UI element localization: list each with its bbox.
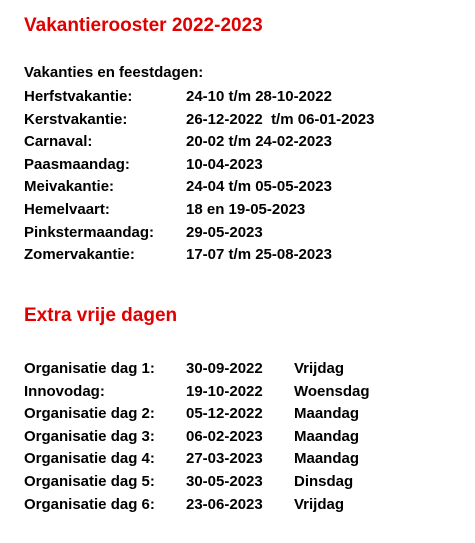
- extra-day-weekday: Maandag: [294, 427, 360, 445]
- vacation-dates: 20-02 t/m 24-02-2023: [186, 133, 332, 151]
- extra-day-date: 23-06-2023: [186, 495, 263, 513]
- vacation-label: Pinkstermaandag:: [24, 223, 155, 241]
- extra-day-date: 05-12-2022: [186, 405, 263, 423]
- extra-day-label: Organisatie dag 3:: [24, 427, 155, 445]
- vacation-dates: 24-10 t/m 28-10-2022: [186, 88, 332, 105]
- extra-day-weekday: Vrijdag: [294, 360, 345, 377]
- extra-days-heading: Extra vrije dagen: [24, 305, 178, 326]
- vacations-heading: Vakanties en feestdagen:: [24, 64, 204, 81]
- extra-day-date: 06-02-2023: [186, 427, 263, 445]
- page-title: Vakantierooster 2022-2023: [24, 15, 263, 36]
- extra-day-date: 19-10-2022: [186, 382, 263, 400]
- vacation-dates: 29-05-2023: [186, 223, 263, 241]
- extra-day-label: Organisatie dag 5:: [24, 472, 155, 490]
- vacation-label: Herfstvakantie:: [24, 88, 133, 105]
- vacation-dates: 26-12-2022 t/m 06-01-2023: [186, 110, 375, 128]
- vacation-label: Zomervakantie:: [24, 246, 135, 264]
- vacation-label: Kerstvakantie:: [24, 110, 128, 128]
- extra-day-date: 30-05-2023: [186, 472, 263, 490]
- vacation-dates: 17-07 t/m 25-08-2023: [186, 246, 332, 264]
- extra-day-weekday: Maandag: [294, 450, 360, 468]
- extra-day-date: 30-09-2022: [186, 360, 263, 377]
- vacation-dates: 18 en 19-05-2023: [186, 200, 306, 218]
- vacation-label: Meivakantie:: [24, 178, 115, 196]
- extra-day-label: Organisatie dag 2:: [24, 405, 155, 423]
- extra-day-label: Innovodag:: [24, 382, 105, 400]
- extra-day-weekday: Dinsdag: [294, 472, 354, 490]
- extra-day-weekday: Woensdag: [294, 382, 370, 400]
- vacation-label: Paasmaandag:: [24, 155, 130, 173]
- extra-day-weekday: Vrijdag: [294, 495, 345, 513]
- vacation-dates: 24-04 t/m 05-05-2023: [186, 178, 332, 196]
- extra-day-label: Organisatie dag 6:: [24, 495, 155, 513]
- vacation-label: Carnaval:: [24, 133, 93, 151]
- extra-day-date: 27-03-2023: [186, 450, 263, 468]
- extra-day-label: Organisatie dag 4:: [24, 450, 155, 468]
- extra-day-label: Organisatie dag 1:: [24, 360, 155, 377]
- vacation-label: Hemelvaart:: [24, 200, 110, 218]
- vacation-dates: 10-04-2023: [186, 155, 263, 173]
- extra-day-weekday: Maandag: [294, 405, 360, 423]
